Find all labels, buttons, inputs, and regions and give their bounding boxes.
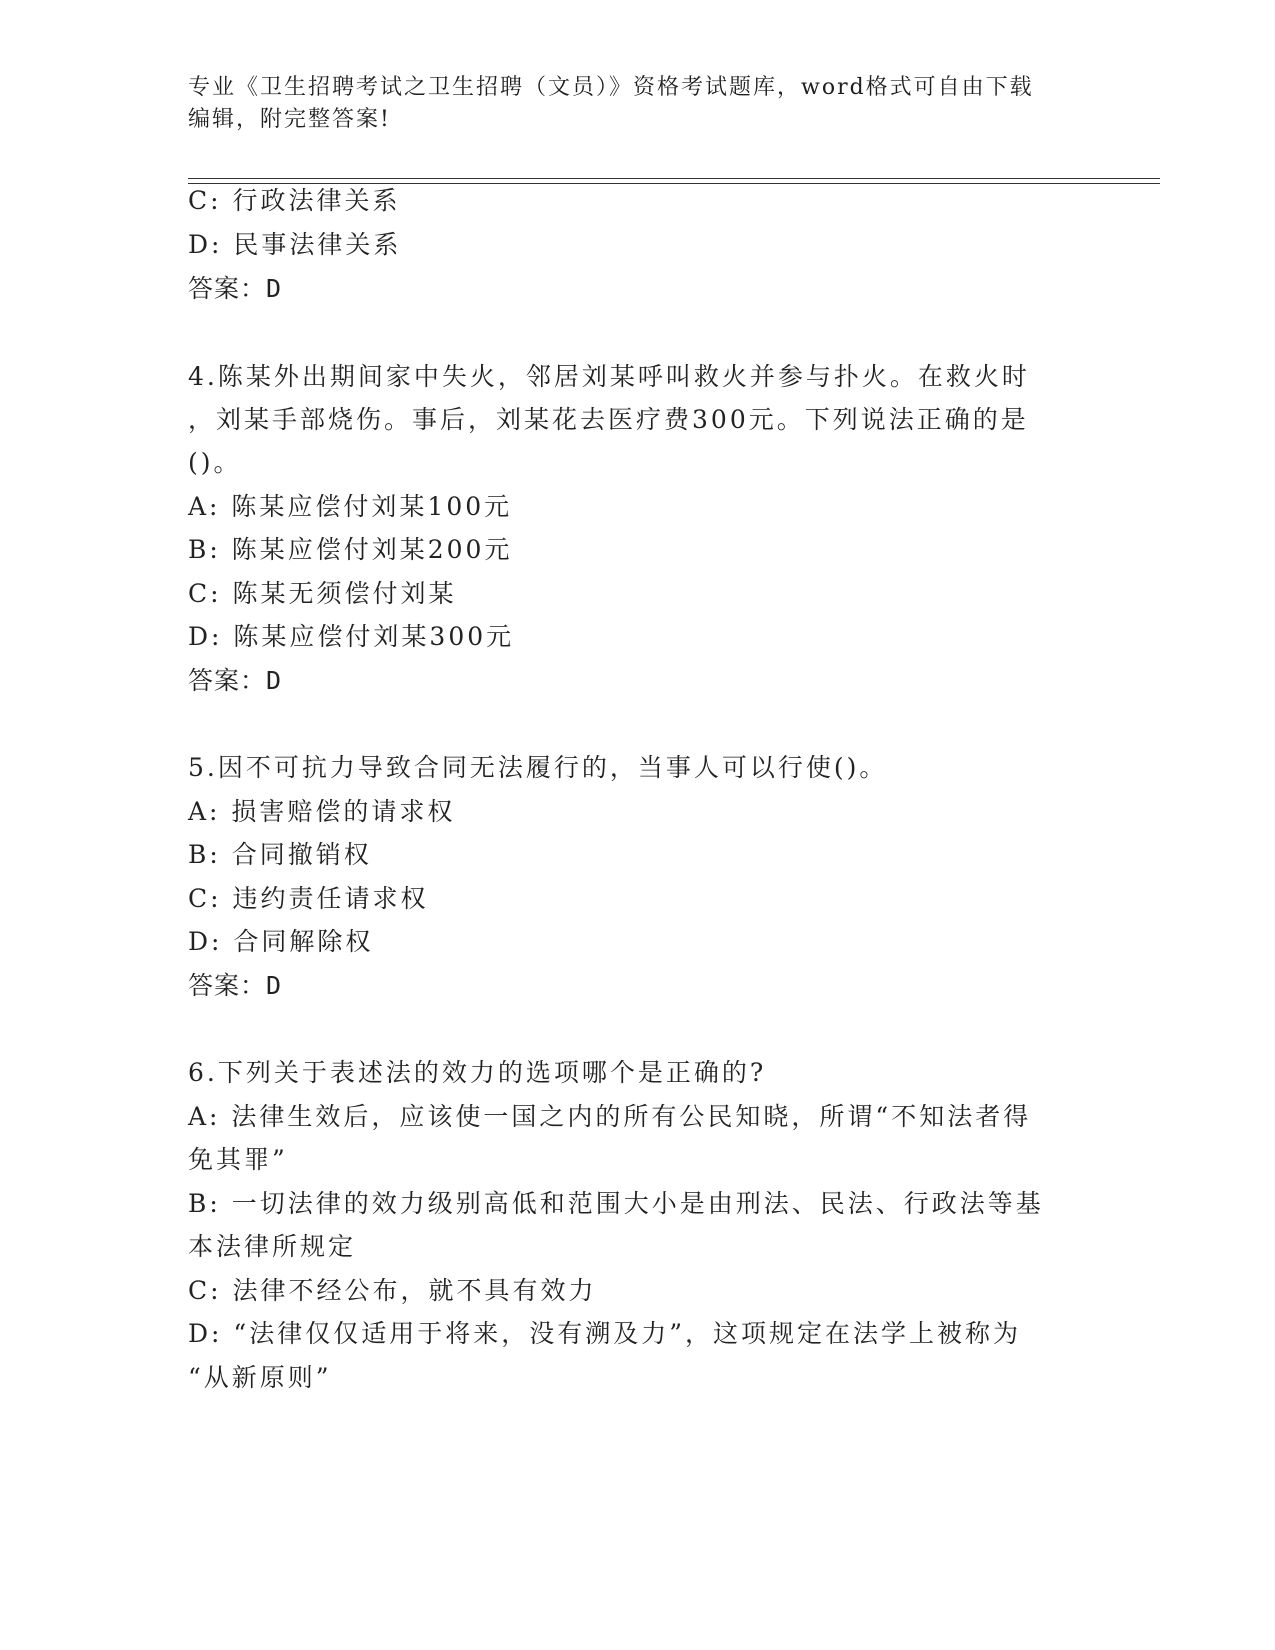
option-d-line-2: “从新原则” — [188, 1363, 332, 1392]
option-c: C: 行政法律关系 — [188, 186, 401, 215]
option-c: C: 陈某无须偿付刘某 — [188, 579, 457, 608]
page-header — [188, 72, 1068, 136]
option-a: A: 损害赔偿的请求权 — [188, 797, 456, 826]
header-line-2: 编辑，附完整答案! — [188, 107, 391, 132]
option-b-line-2: 本法律所规定 — [188, 1232, 357, 1261]
option-d: D: 民事法律关系 — [188, 230, 402, 259]
option-c: C: 违约责任请求权 — [188, 884, 429, 913]
question-4-line-2: ，刘某手部烧伤。事后，刘某花去医疗费300元。下列说法正确的是 — [188, 405, 1029, 434]
option-d: D: 合同解除权 — [188, 927, 374, 956]
option-a: A: 陈某应偿付刘某100元 — [188, 492, 513, 521]
option-b-line-1: B: 一切法律的效力级别高低和范围大小是由刑法、民法、行政法等基 — [188, 1189, 1044, 1218]
option-b: B: 合同撤销权 — [188, 840, 372, 869]
option-d-line-1: D: “法律仅仅适用于将来，没有溯及力”，这项规定在法学上被称为 — [188, 1319, 1021, 1348]
header-line-1: 专业《卫生招聘考试之卫生招聘（文员）》资格考试题库，word格式可自由下载 — [188, 75, 1034, 100]
option-a-line-2: 免其罪” — [188, 1145, 288, 1174]
answer-line: 答案：D — [188, 274, 283, 303]
question-6: 6.下列关于表述法的效力的选项哪个是正确的? — [188, 1058, 767, 1087]
option-a-line-1: A: 法律生效后，应该使一国之内的所有公民知晓，所谓“不知法者得 — [188, 1102, 1032, 1131]
option-d: D: 陈某应偿付刘某300元 — [188, 622, 515, 651]
option-b: B: 陈某应偿付刘某200元 — [188, 535, 513, 564]
answer-line: 答案：D — [188, 666, 283, 695]
option-c: C: 法律不经公布，就不具有效力 — [188, 1276, 597, 1305]
answer-line: 答案：D — [188, 971, 283, 1000]
question-5: 5.因不可抗力导致合同无法履行的，当事人可以行使()。 — [188, 753, 888, 782]
question-4-line-3: ()。 — [188, 448, 242, 477]
question-4-line-1: 4.陈某外出期间家中失火，邻居刘某呼叫救火并参与扑火。在救火时 — [188, 362, 1030, 391]
